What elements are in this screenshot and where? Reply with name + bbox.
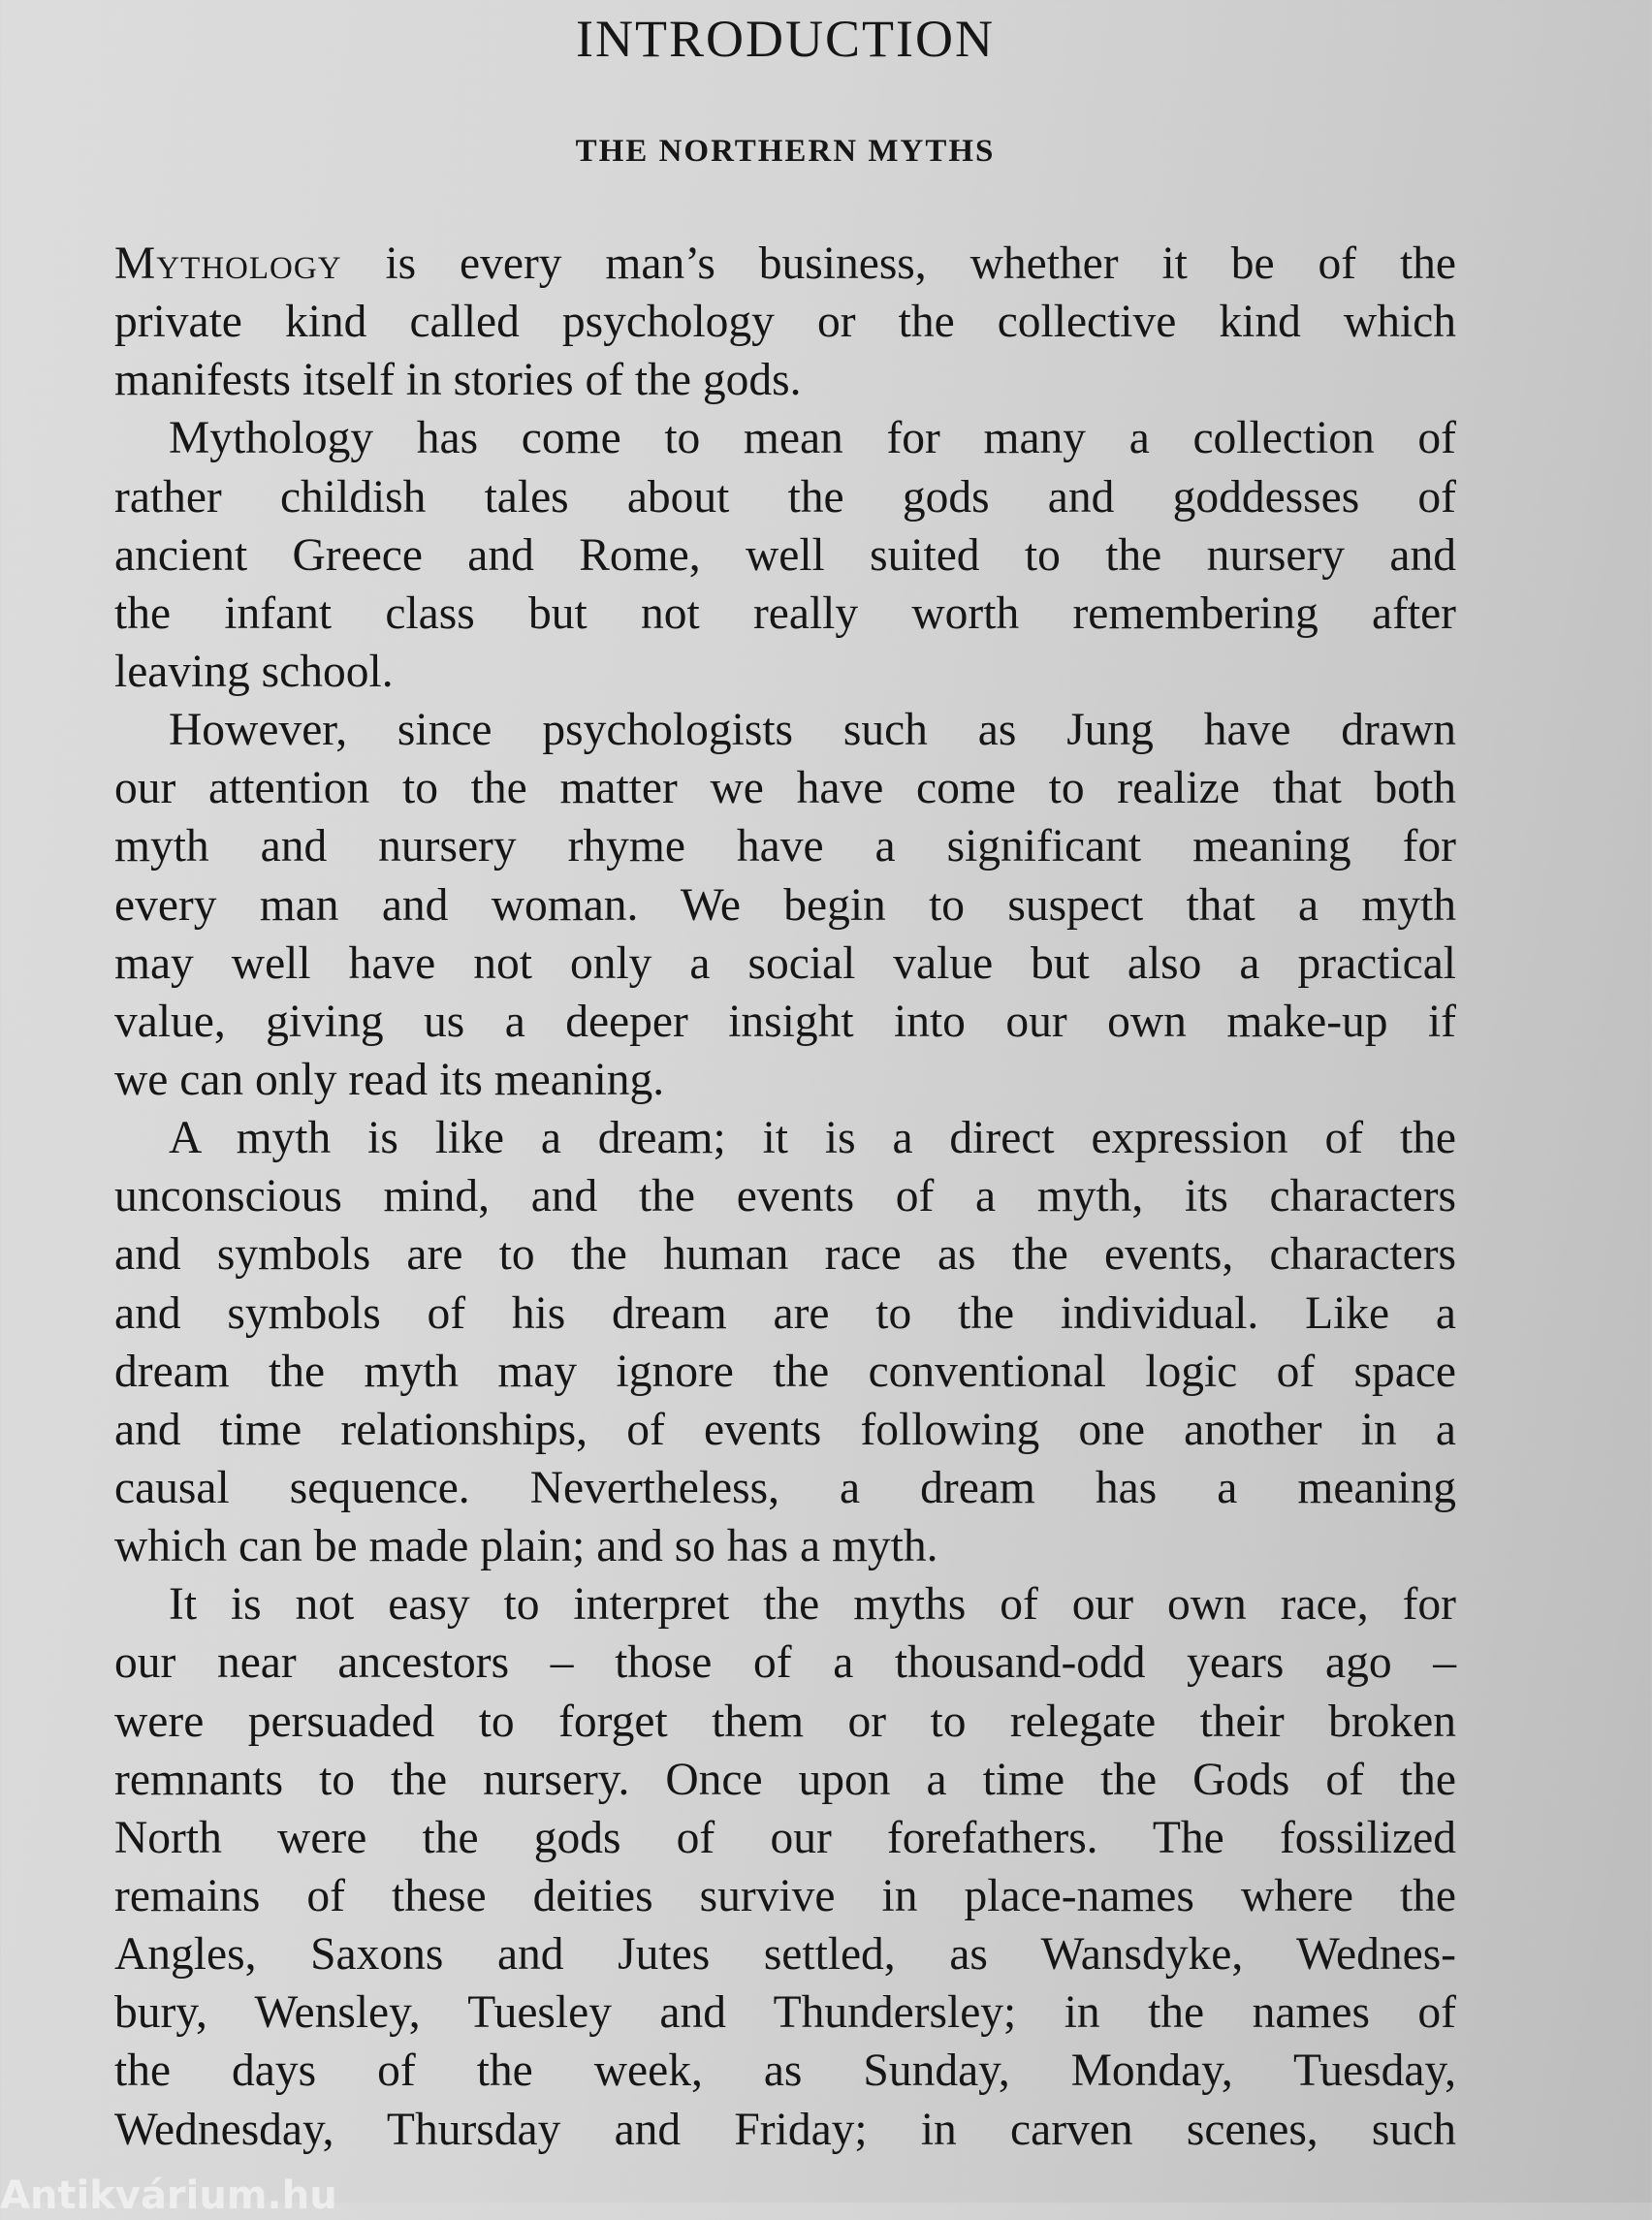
text-line: rather childish tales about the gods and goddesses of	[114, 471, 1456, 523]
text-line: bury, Wensley, Tuesley and Thundersley; in the names of	[114, 1987, 1456, 2039]
body-text	[114, 235, 1456, 2159]
text-line: we can only read its meaning.	[114, 1054, 665, 1105]
section-title: THE NORTHERN MYTHS	[575, 134, 996, 169]
text-line: unconscious mind, and the events of a myth, its characters	[114, 1171, 1456, 1222]
watermark-text: Antikvárium.hu	[0, 2173, 337, 2218]
text-line: our attention to the matter we have come to realize that both	[114, 763, 1456, 814]
text-line: manifests itself in stories of the gods.	[114, 355, 802, 406]
text-line: leaving school.	[114, 646, 394, 697]
text-line: However, since psychologists such as Jung have drawn	[169, 705, 1456, 756]
text-line: Angles, Saxons and Jutes settled, as Wansdyke, Wednes-	[114, 1929, 1456, 1981]
text-line: remnants to the nursery. Once upon a time the Gods of the	[114, 1754, 1456, 1805]
text-line: which can be made plain; and so has a myth.	[114, 1521, 938, 1572]
text-line: were persuaded to forget them or to relegate their broken	[114, 1696, 1456, 1747]
text-line: value, giving us a deeper insight into our own make-up if	[114, 996, 1456, 1047]
text-line: every man and woman. We begin to suspect that a myth	[114, 879, 1456, 931]
text-line-first	[114, 235, 1456, 293]
text-line: the days of the week, as Sunday, Monday, Tuesday,	[114, 2046, 1456, 2097]
text-line: our near ancestors – those of a thousand-odd years ago –	[114, 1637, 1456, 1689]
text-line: Wednesday, Thursday and Friday; in carven scenes, such	[114, 2104, 1456, 2155]
opening-word: Mythology	[114, 238, 342, 289]
text-line: and symbols are to the human race as the events, characters	[114, 1229, 1456, 1281]
text-line: and time relationships, of events following one another in a	[114, 1404, 1456, 1455]
chapter-title: INTRODUCTION	[576, 10, 995, 68]
text-lines	[114, 293, 1456, 2159]
text-line: myth and nursery rhyme have a significant meaning for	[114, 821, 1456, 872]
text-line: dream the myth may ignore the conventional logic of space	[114, 1346, 1456, 1397]
text-line: causal sequence. Nevertheless, a dream has a meaning	[114, 1462, 1456, 1513]
text-line: private kind called psychology or the collective kind which	[114, 297, 1456, 348]
text-line: North were the gods of our forefathers. The fossilized	[114, 1812, 1456, 1863]
text-line: the infant class but not really worth remembering after	[114, 587, 1456, 639]
text-line: Mythology has come to mean for many a collection of	[169, 413, 1456, 464]
first-line-rest: is every man’s business, whether it be of the	[341, 238, 1456, 289]
text-line: It is not easy to interpret the myths of our own race, for	[169, 1579, 1456, 1631]
text-line: A myth is like a dream; it is a direct expression of the	[169, 1113, 1456, 1164]
text-line: remains of these deities survive in place-names where the	[114, 1870, 1456, 1921]
text-line: may well have not only a social value but also a practical	[114, 937, 1456, 989]
text-line: ancient Greece and Rome, well suited to the nursery and	[114, 529, 1456, 581]
text-line: and symbols of his dream are to the individual. Like a	[114, 1287, 1456, 1339]
